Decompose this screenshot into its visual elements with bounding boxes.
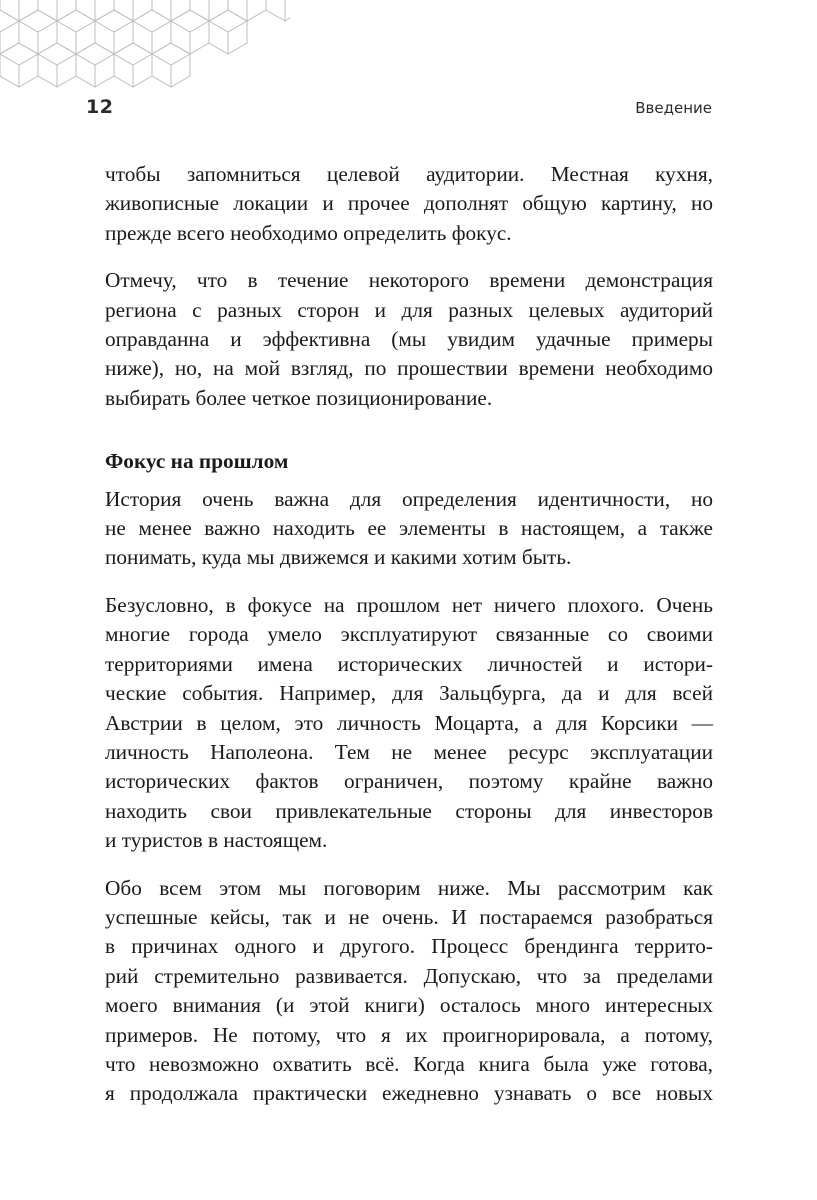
paragraph: [105, 874, 713, 1109]
text-line: многие города умело эксплуатируют связанные со своими: [105, 622, 713, 647]
text-line: Обо всем этом мы поговорим ниже. Мы рассмотрим как: [105, 875, 713, 900]
paragraph: [105, 591, 713, 856]
paragraph: [105, 266, 713, 413]
section-heading: Фокус на прошлом: [105, 449, 289, 474]
text-line: и туристов в настоящем.: [105, 828, 328, 853]
text-line: История очень важна для определения идентичности, но: [105, 486, 713, 511]
text-line: моего внимания (и этой книги) осталось много интересных: [105, 993, 713, 1018]
text-line: чтобы запомниться целевой аудитории. Местная кухня,: [105, 162, 713, 186]
text-line: личность Наполеона. Тем не менее ресурс эксплуатации: [105, 739, 713, 764]
text-line: выбирать более четкое позиционирование.: [105, 385, 493, 410]
page-header: [0, 96, 817, 126]
text-line: я продолжала практически ежедневно узнавать о все новых: [105, 1081, 713, 1106]
text-line: не менее важно находить ее элементы в настоящем, а также: [105, 516, 713, 541]
text-line: оправданна и эффективна (мы увидим удачные примеры: [105, 327, 713, 352]
running-head: Введение: [635, 99, 712, 117]
text-line: Отмечу, что в течение некоторого времени демонстрация: [105, 268, 713, 293]
text-line: понимать, куда мы движемся и какими хотим быть.: [105, 545, 572, 570]
text-line: прежде всего необходимо определить фокус.: [105, 220, 512, 245]
decorative-cube-pattern: [0, 0, 290, 94]
text-line: Безусловно, в фокусе на прошлом нет ничего плохого. Очень: [105, 592, 713, 617]
text-line: что невозможно охватить всё. Когда книга была уже готова,: [105, 1051, 713, 1076]
page-number: 12: [86, 96, 114, 118]
text-line: исторических фактов ограничен, поэтому крайне важно: [105, 769, 713, 794]
text-line: живописные локации и прочее дополнят общую картину, но: [105, 191, 713, 216]
text-line: Австрии в целом, это личность Моцарта, а для Корсики —: [105, 710, 713, 735]
paragraph: [105, 485, 713, 573]
text-line: ческие события. Например, для Зальцбурга, да и для всей: [105, 681, 713, 706]
text-line: рий стремительно развивается. Допускаю, что за пределами: [105, 963, 713, 988]
text-line: в причинах одного и другого. Процесс брендинга террито-: [105, 934, 713, 959]
text-line: территориями имена исторических личностей и истори-: [105, 651, 713, 676]
text-line: ниже), но, на мой взгляд, по прошествии времени необходимо: [105, 356, 713, 381]
text-line: примеров. Не потому, что я их проигнорировала, а потому,: [105, 1022, 713, 1047]
text-line: успешные кейсы, так и не очень. И постараемся разобраться: [105, 904, 713, 929]
body-text: [105, 160, 713, 1127]
text-line: региона с разных сторон и для разных целевых аудиторий: [105, 297, 713, 322]
text-line: находить свои привлекательные стороны для инвесторов: [105, 798, 713, 823]
paragraph: [105, 160, 713, 248]
